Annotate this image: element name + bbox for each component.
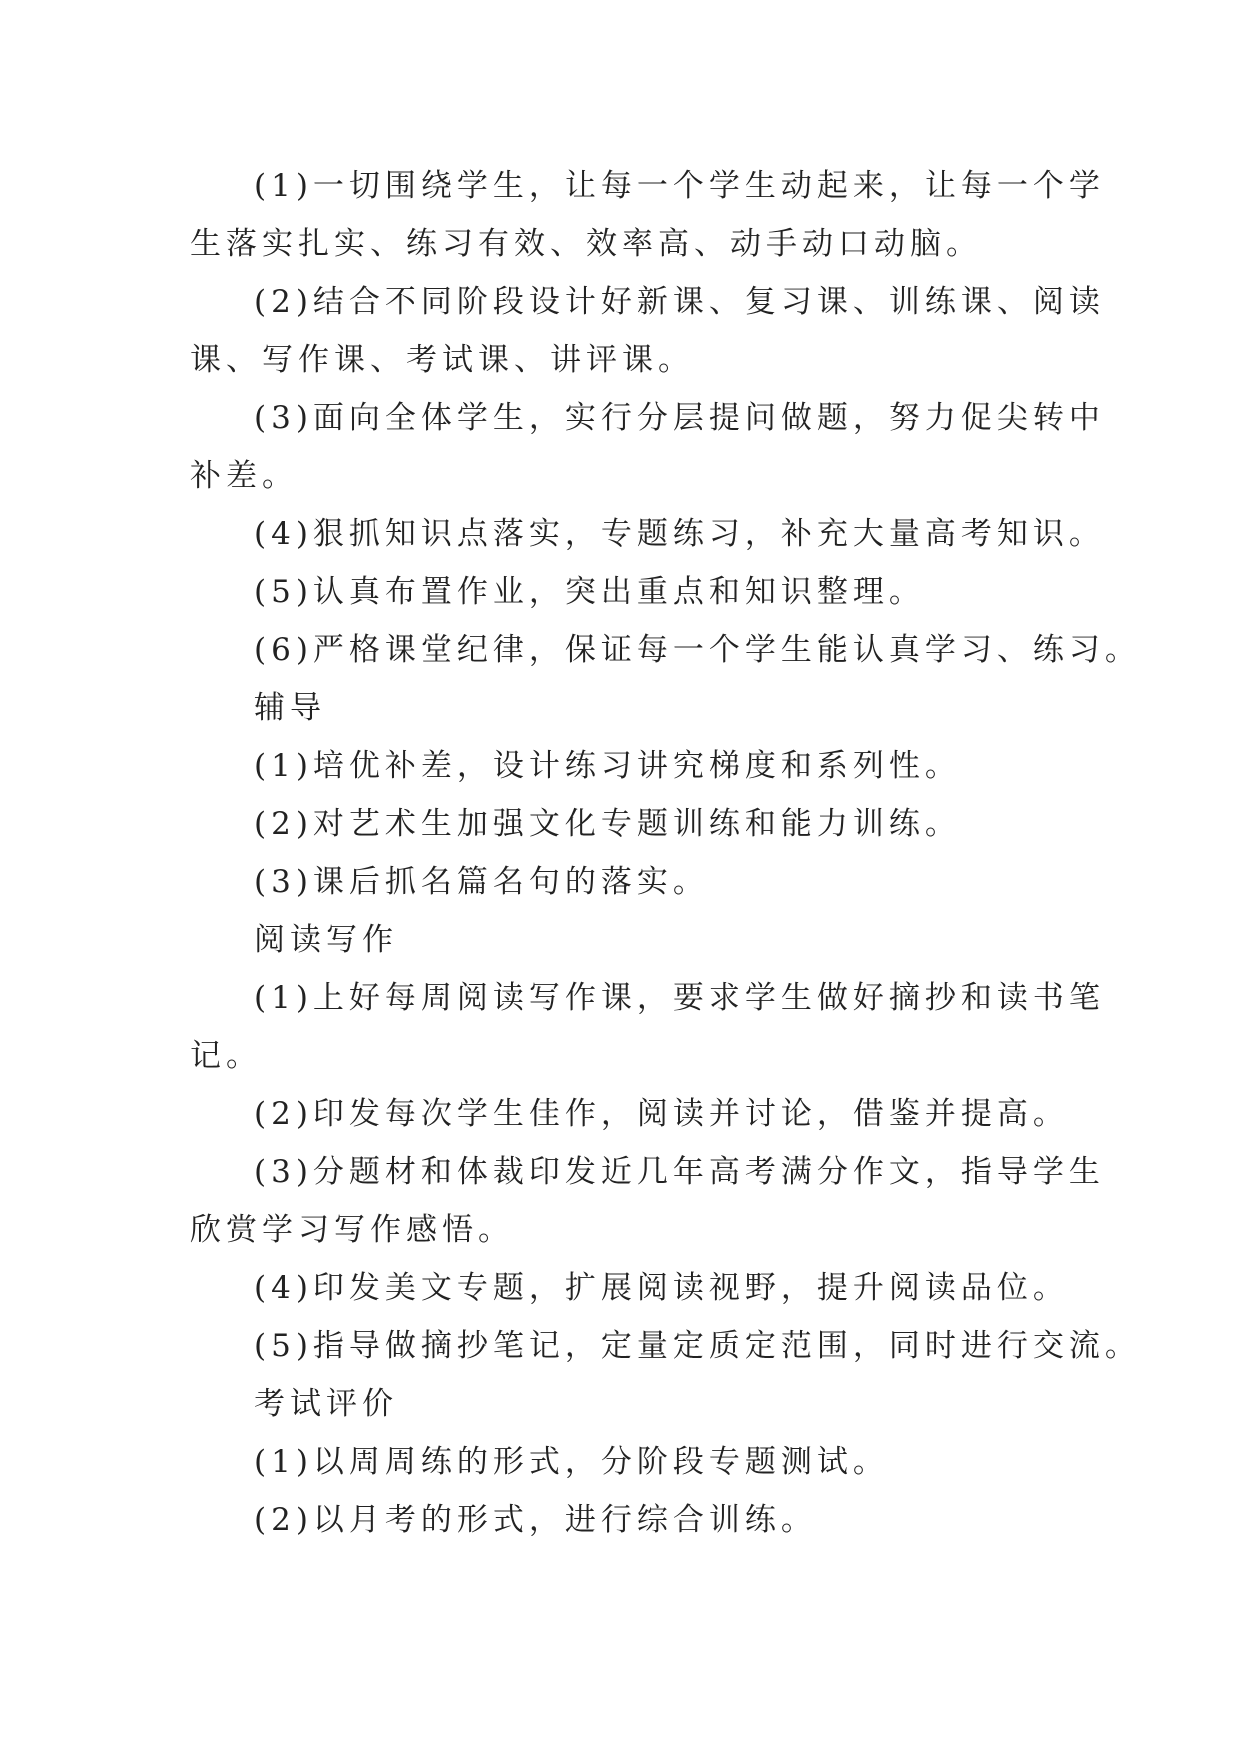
- text-line: (2)对艺术生加强文化专题训练和能力训练。: [254, 806, 961, 842]
- document-body: [190, 157, 1141, 1549]
- text-line: (1)一切围绕学生，让每一个学生动起来，让每一个学: [254, 168, 1105, 204]
- section-heading: 辅导: [254, 690, 326, 726]
- text-line: (1)培优补差，设计练习讲究梯度和系列性。: [254, 748, 961, 784]
- text-line: (5)认真布置作业，突出重点和知识整理。: [254, 574, 925, 610]
- text-line: (2)结合不同阶段设计好新课、复习课、训练课、阅读: [254, 284, 1105, 320]
- text-line: (4)狠抓知识点落实，专题练习，补充大量高考知识。: [254, 516, 1105, 552]
- text-line: (4)印发美文专题，扩展阅读视野，提升阅读品位。: [254, 1270, 1069, 1306]
- text-line: (3)课后抓名篇名句的落实。: [254, 864, 709, 900]
- text-line: (5)指导做摘抄笔记，定量定质定范围，同时进行交流。: [254, 1328, 1141, 1364]
- text-line: 课、写作课、考试课、讲评课。: [190, 342, 694, 378]
- text-line: (1)以周周练的形式，分阶段专题测试。: [254, 1444, 889, 1480]
- text-line: 生落实扎实、练习有效、效率高、动手动口动脑。: [190, 226, 982, 262]
- text-line: 补差。: [190, 458, 298, 494]
- text-line: (1)上好每周阅读写作课，要求学生做好摘抄和读书笔: [254, 980, 1105, 1016]
- text-line: (2)印发每次学生佳作，阅读并讨论，借鉴并提高。: [254, 1096, 1069, 1132]
- text-line: 欣赏学习写作感悟。: [190, 1212, 514, 1248]
- section-heading: 考试评价: [254, 1386, 398, 1422]
- section-heading: 阅读写作: [254, 922, 398, 958]
- text-line: (2)以月考的形式，进行综合训练。: [254, 1502, 817, 1538]
- text-line: (3)面向全体学生，实行分层提问做题，努力促尖转中: [254, 400, 1105, 436]
- text-line: (6)严格课堂纪律，保证每一个学生能认真学习、练习。: [254, 632, 1141, 668]
- text-line: (3)分题材和体裁印发近几年高考满分作文，指导学生: [254, 1154, 1105, 1190]
- text-line: 记。: [190, 1038, 262, 1074]
